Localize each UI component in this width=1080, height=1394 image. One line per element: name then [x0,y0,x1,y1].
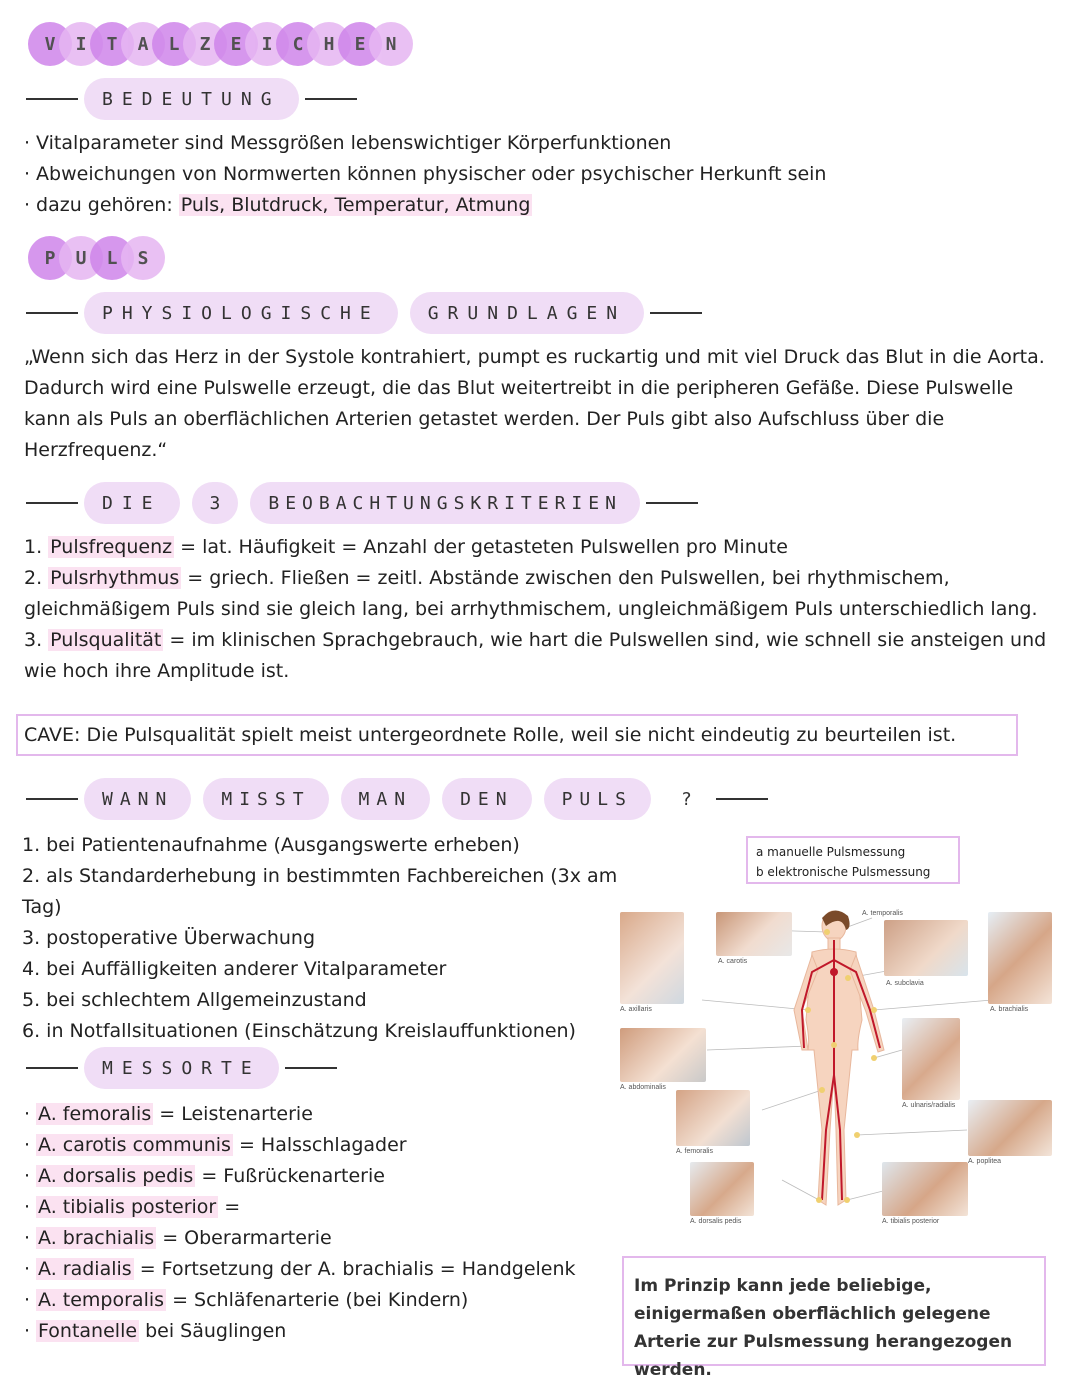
grundlagen-pill-2: GRUNDLAGEN [410,292,644,334]
caption-abdominalis: A. abdominalis [620,1084,666,1091]
legend-item-b: b elektronische Pulsmessung [756,865,931,879]
list-item [24,1254,604,1285]
title-letter: S [121,236,165,280]
title-letter: T [90,22,134,66]
title-letter: I [59,22,103,66]
item-desc: = griech. Fließen = zeitl. Abstände zwischen den Pulswellen, bei rhythmischem, gleichmäßigem Puls sind sie gleich lang, bei arrhythmischem, ungleichmäßigem Puls unterschiedlich lang. [24,567,1038,620]
messorte-list [24,1099,604,1347]
photo-temporalis [884,920,968,976]
list-item [24,563,1064,625]
highlight: A. radialis [38,1258,132,1280]
prinzip-text: Im Prinzip kann jede beliebige, einigermaßen oberflächlich gelegene Arterie zur Pulsmessung herangezogen werden. [634,1276,1013,1380]
list-item: · Vitalparameter sind Messgrößen lebenswichtiger Körperfunktionen [24,128,1044,159]
item-number: 1. [24,536,49,558]
title-letter: V [28,22,72,66]
photo-tibialis [882,1162,968,1216]
wann-list [22,830,662,1047]
wann-pill-2: MISST [203,778,328,820]
highlight: A. tibialis posterior [38,1196,217,1218]
list-item: 6. in Notfallsituationen (Einschätzung Kreislauffunktionen) [22,1020,576,1042]
title-letter: I [245,22,289,66]
photo-axillaris [620,912,684,1004]
title-letter: P [28,236,72,280]
bedeutung-heading [26,79,357,119]
prinzip-box [622,1256,1046,1380]
photo-brachialis [988,912,1052,1004]
item-desc: = Fußrückenarterie [195,1165,385,1187]
list-item: 1. bei Patientenaufnahme (Ausgangswerte erheben) [22,834,520,856]
highlight: A. femoralis [38,1103,152,1125]
item-desc: = Oberarmarterie [156,1227,332,1249]
highlight: A. carotis communis [38,1134,231,1156]
messorte-heading [26,1048,337,1088]
title-letter: L [152,22,196,66]
bedeutung-list [24,128,1044,221]
item-desc: = Schläfenarterie (bei Kindern) [166,1289,469,1311]
physiology-quote: „Wenn sich das Herz in der Systole kontrahiert, pumpt es ruckartig und mit viel Druck das Blut in die Aorta. Dadurch wird eine Pulswelle erzeugt, die das Blut weitertreibt in die peripheren Gefäße. Diese Pulswelle kann als Puls an oberflächlichen Arterien getastet werden. Der Puls gibt also Aufschluss über die Herzfrequenz.“ [24,346,1045,461]
list-item: 2. als Standarderhebung in bestimmten Fachbereichen (3x am Tag) [22,865,618,918]
grundlagen-heading [26,293,702,333]
caption-brachialis: A. brachialis [990,1006,1029,1013]
legend-item-a: a manuelle Pulsmessung [756,845,906,859]
list-item-prefix: dazu gehören: [36,194,179,216]
list-item [24,190,1044,221]
title-letter: H [307,22,351,66]
pulse-points-figure [612,900,1072,1230]
page-title [28,22,400,68]
list-item [24,1316,604,1347]
photo-abdominalis [620,1028,706,1082]
caption-femoralis: A. femoralis [676,1148,713,1155]
list-item [24,1099,604,1130]
caption-carotis: A. carotis [718,958,748,965]
item-desc: = Leistenarterie [153,1103,313,1125]
list-item [24,1192,604,1223]
list-item [24,1223,604,1254]
highlight: Fontanelle [38,1320,138,1342]
highlight: A. dorsalis pedis [38,1165,194,1187]
photo-poplitea [968,1100,1052,1156]
title-letter: C [276,22,320,66]
wann-heading [26,779,768,819]
item-desc: = Fortsetzung der A. brachialis = Handgelenk [133,1258,576,1280]
highlight: Pulsqualität [50,629,162,651]
item-number: 3. [24,629,49,651]
cave-box [16,714,1018,756]
caption-tibialis: A. tibialis posterior [882,1218,940,1225]
photo-carotis [716,912,792,956]
highlight: Puls, Blutdruck, Temperatur, Atmung [180,194,531,216]
kriterien-pill-3: BEOBACHTUNGSKRITERIEN [250,482,640,524]
highlight: Pulsrhythmus [50,567,180,589]
item-desc: = Halsschlagader [232,1134,407,1156]
list-item [24,532,1064,563]
figure-legend [746,836,960,884]
title-letter: A [121,22,165,66]
kriterien-pill-1: DIE [84,482,180,524]
list-item [24,1130,604,1161]
grundlagen-pill-1: PHYSIOLOGISCHE [84,292,398,334]
title-letter: E [214,22,258,66]
item-desc: bei Säuglingen [139,1320,287,1342]
title-letter: E [338,22,382,66]
list-item: 5. bei schlechtem Allgemeinzustand [22,989,367,1011]
photo-femoralis [676,1090,750,1146]
title-letter: L [90,236,134,280]
cave-text: CAVE: Die Pulsqualität spielt meist untergeordnete Rolle, weil sie nicht eindeutig zu beurteilen ist. [24,724,957,746]
wann-pill-6: ? [680,788,692,810]
bedeutung-pill: BEDEUTUNG [84,78,299,120]
title-letter: U [59,236,103,280]
highlight: Pulsfrequenz [50,536,173,558]
photo-ulnaris [902,1018,960,1100]
list-item: · Abweichungen von Normwerten können physischer oder psychischer Herkunft sein [24,159,1044,190]
item-number: 2. [24,567,49,589]
list-item: 4. bei Auffälligkeiten anderer Vitalparameter [22,958,447,980]
messorte-pill: MESSORTE [84,1047,279,1089]
kriterien-list [24,532,1064,687]
puls-title [28,236,152,282]
kriterien-pill-2: 3 [192,482,239,524]
title-letter: N [369,22,413,66]
list-item: 3. postoperative Überwachung [22,927,316,949]
list-item [24,625,1064,687]
caption-axillaris: A. axillaris [620,1006,652,1013]
kriterien-heading [26,483,698,523]
wann-pill-4: DEN [442,778,532,820]
caption-poplitea: A. poplitea [968,1158,1002,1165]
caption-ulnaris: A. ulnaris/radialis [902,1102,956,1109]
caption-subclavia: A. subclavia [886,980,924,987]
caption-dorsalis: A. dorsalis pedis [690,1218,742,1225]
wann-pill-3: MAN [341,778,431,820]
caption-temporalis: A. temporalis [862,910,903,917]
list-item [24,1161,604,1192]
list-item [24,1285,604,1316]
photo-dorsalis [690,1162,754,1216]
wann-pill-1: WANN [84,778,191,820]
highlight: A. brachialis [38,1227,155,1249]
item-desc: = lat. Häufigkeit = Anzahl der getasteten Pulswellen pro Minute [174,536,788,558]
item-desc: = [218,1196,241,1218]
wann-pill-5: PULS [544,778,651,820]
item-desc: = im klinischen Sprachgebrauch, wie hart die Pulswellen sind, wie schnell sie ansteigen und wie hoch ihre Amplitude ist. [24,629,1047,682]
title-letter: Z [183,22,227,66]
highlight: A. temporalis [38,1289,165,1311]
